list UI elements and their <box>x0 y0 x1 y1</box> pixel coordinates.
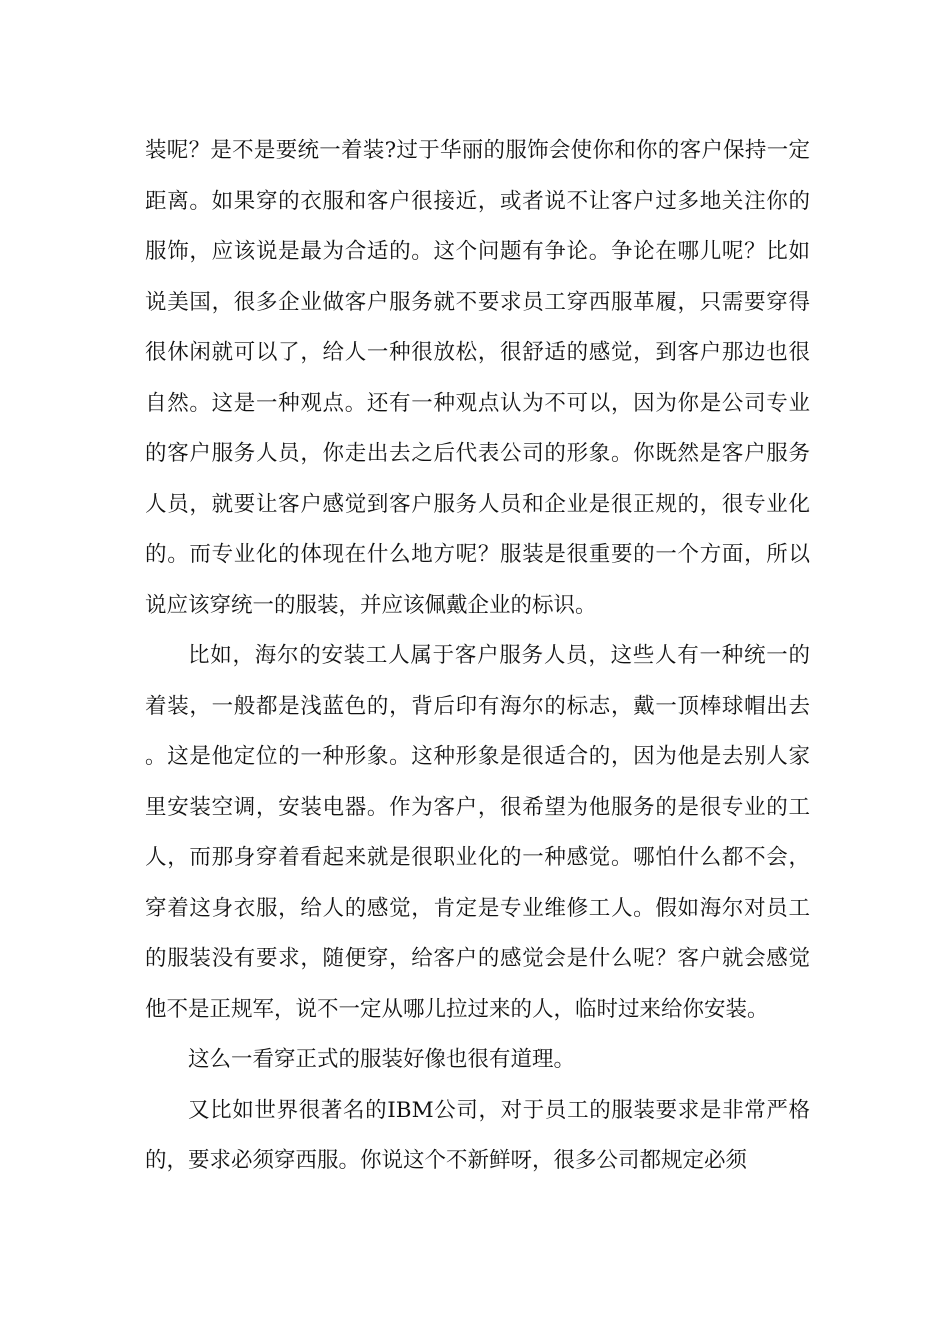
body-text <box>145 126 810 1187</box>
paragraph-1: 装呢？是不是要统一着装?过于华丽的服饰会使你和你的客户保持一定距离。如果穿的衣服和客户很接近，或者说不让客户过多地关注你的服饰，应该说是最为合适的。这个问题有争论。争论在哪儿呢？比如说美国，很多企业做客户服务就不要求员工穿西服革履，只需要穿得很休闲就可以了，给人一种很放松，很舒适的感觉，到客户那边也很自然。这是一种观点。还有一种观点认为不可以，因为你是公司专业的客户服务人员，你走出去之后代表公司的形象。你既然是客户服务人员，就要让客户感觉到客户服务人员和企业是很正规的，很专业化的。而专业化的体现在什么地方呢？服装是很重要的一个方面，所以说应该穿统一的服装，并应该佩戴企业的标识。 <box>145 138 810 618</box>
paragraph-3: 这么一看穿正式的服装好像也很有道理。 <box>188 1047 576 1072</box>
paragraph-2: 比如，海尔的安装工人属于客户服务人员，这些人有一种统一的着装，一般都是浅蓝色的，背后印有海尔的标志，戴一顶棒球帽出去。这是他定位的一种形象。这种形象是很适合的，因为他是去别人家里安装空调，安装电器。作为客户，很希望为他服务的是很专业的工人，而那身穿着看起来就是很职业化的一种感觉。哪怕什么都不会，穿着这身衣服，给人的感觉，肯定是专业维修工人。假如海尔对员工的服装没有要求，随便穿，给客户的感觉会是什么呢？客户就会感觉他不是正规军，说不一定从哪儿拉过来的人，临时过来给你安装。 <box>145 643 810 1022</box>
paragraph-4: 又比如世界很著名的IBM公司，对于员工的服装要求是非常严格的，要求必须穿西服。你说这个不新鲜呀，很多公司都规定必须 <box>145 1097 810 1173</box>
